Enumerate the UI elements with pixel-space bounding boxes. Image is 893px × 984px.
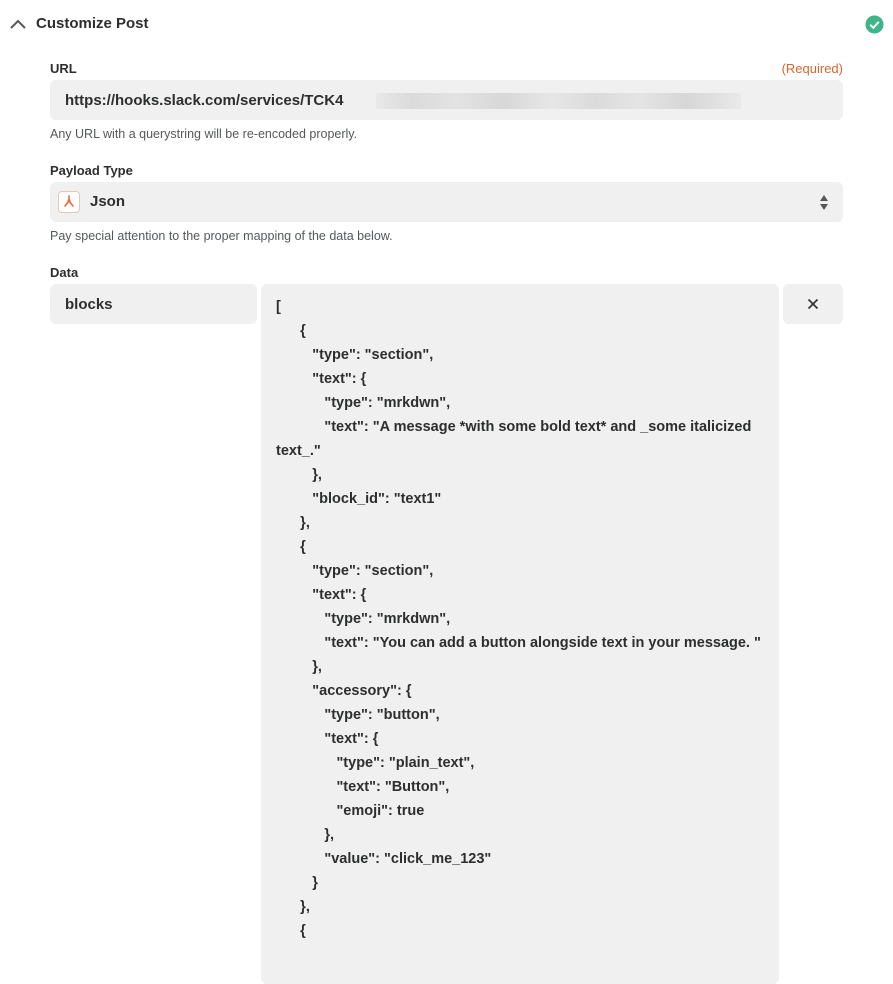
- data-key-value: blocks: [65, 296, 113, 313]
- data-label: Data: [50, 265, 79, 280]
- required-indicator: (Required): [781, 61, 843, 76]
- url-input[interactable]: [50, 80, 843, 120]
- json-app-icon: [58, 191, 80, 213]
- payload-type-help-text: Pay special attention to the proper mapping of the data below.: [50, 229, 393, 243]
- check-circle-icon: [865, 15, 884, 34]
- payload-type-value: Json: [90, 193, 126, 210]
- url-value: https://hooks.slack.com/services/TCK4: [65, 92, 344, 109]
- close-icon: [807, 298, 819, 310]
- redacted-url-part: [376, 93, 741, 109]
- url-help-text: Any URL with a querystring will be re-encoded properly.: [50, 127, 358, 141]
- data-value-input[interactable]: [261, 284, 779, 984]
- remove-row-button[interactable]: [783, 284, 843, 324]
- chevron-up-icon[interactable]: [8, 16, 28, 32]
- select-arrows-icon: [819, 194, 829, 211]
- section-title: Customize Post: [36, 15, 149, 32]
- data-value-text: [ { "type": "section", "text": { "type": "mrkdwn", "text": "A message *with some bold text* and _some italicized text_." }, "block_id": "text1" }, { "type": "section", "text": { "type": "mrkdwn", "text": "You can add a button alongside text in your message. " }, "accessory": { "type": "button", "text": { "type": "plain_text", "text": "Button", "emoji": true }, "value": "click_me_123" } }, {: [276, 299, 761, 939]
- data-key-input[interactable]: [50, 284, 257, 324]
- payload-type-label: Payload Type: [50, 163, 133, 178]
- payload-type-select[interactable]: [50, 182, 843, 222]
- url-label: URL: [50, 61, 77, 76]
- section-header[interactable]: [0, 0, 893, 50]
